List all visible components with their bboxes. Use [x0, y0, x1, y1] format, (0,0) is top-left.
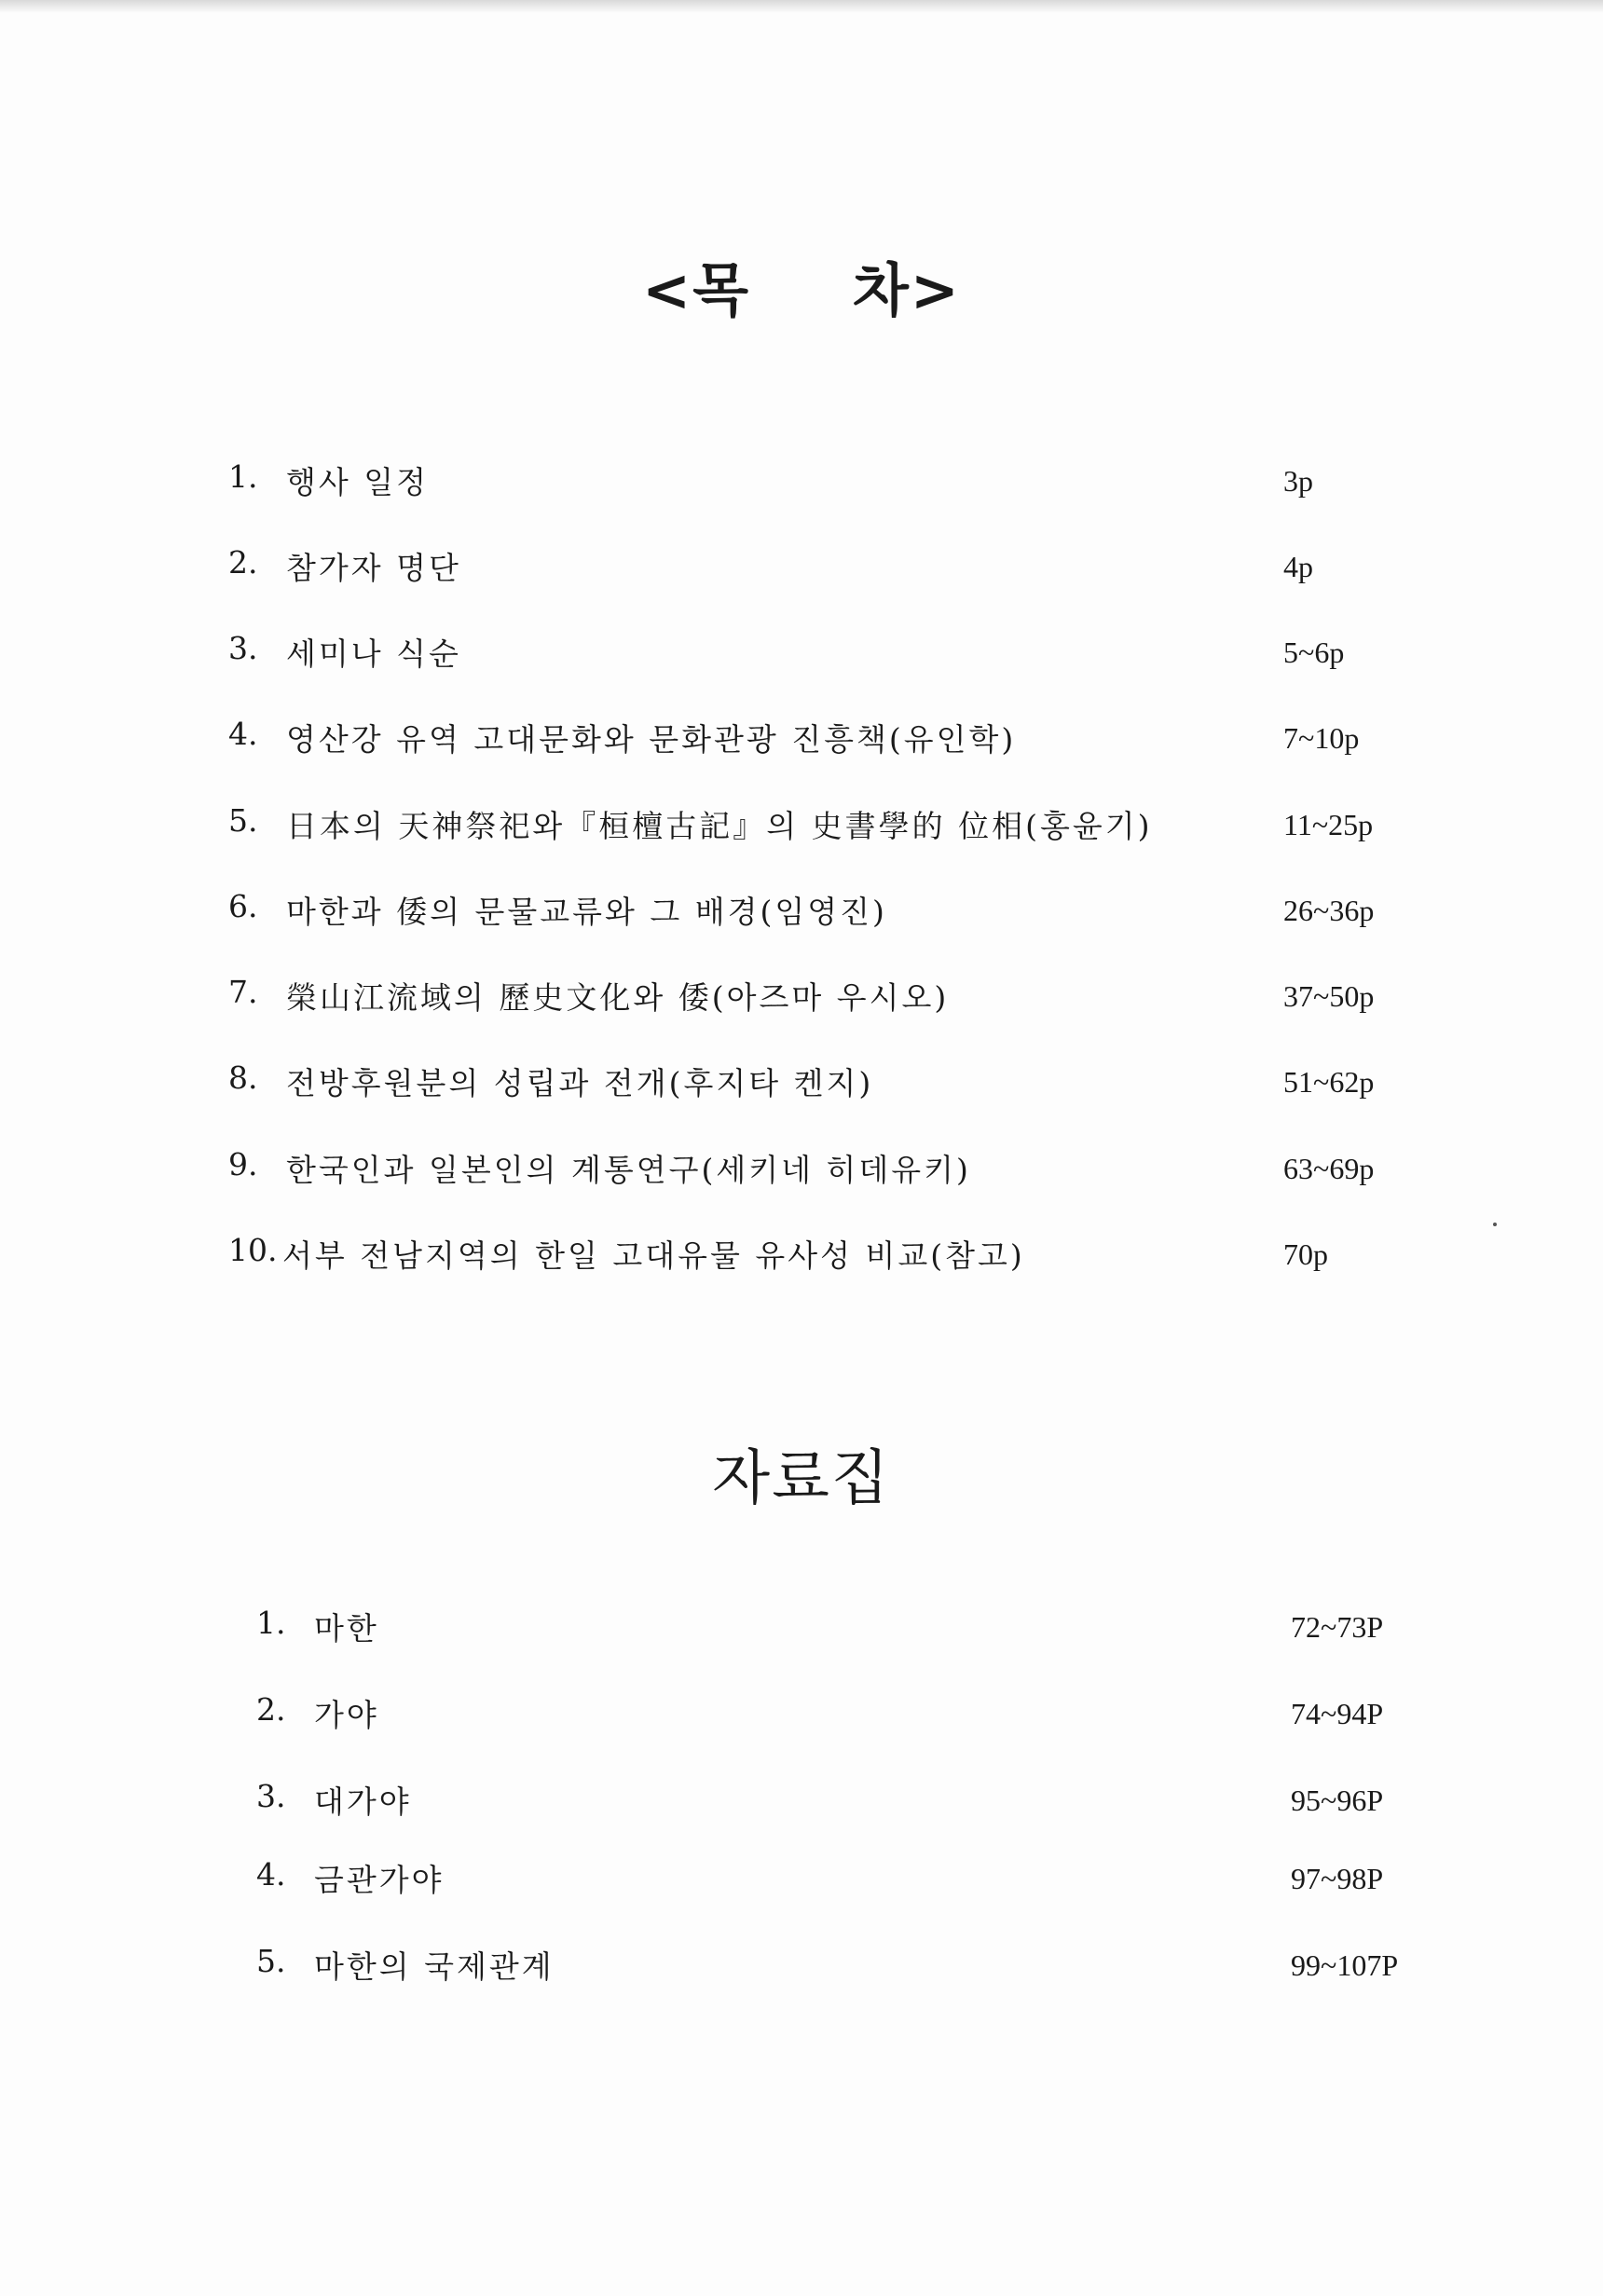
toc-item-number: 6.	[228, 888, 258, 924]
scan-speck	[1493, 1223, 1497, 1226]
toc-item-page: 4p	[1283, 550, 1313, 583]
toc-item-page: 37~50p	[1283, 979, 1375, 1013]
appendix-item-number: 1.	[256, 1605, 286, 1641]
toc-item-number: 7.	[228, 974, 258, 1010]
appendix-item-page: 74~94P	[1291, 1697, 1384, 1730]
toc-item-label: 한국인과 일본인의 계통연구(세키네 히데유키)	[286, 1152, 971, 1188]
appendix-item-number: 4.	[256, 1856, 286, 1893]
appendix-item-label: 금관가야	[314, 1862, 445, 1898]
toc-item-label: 榮山江流域의 歷史文化와 倭(아즈마 우시오)	[286, 979, 950, 1016]
toc-item-number: 4.	[228, 716, 258, 752]
page-title-right: 차>	[853, 256, 961, 324]
appendix-title: 자료집	[712, 1444, 891, 1513]
appendix-item-number: 2.	[256, 1691, 286, 1728]
toc-item-page: 5~6p	[1283, 636, 1345, 669]
appendix-item-label: 마한	[314, 1610, 379, 1647]
toc-item-number: 3.	[228, 630, 258, 666]
appendix-item-number: 3.	[256, 1778, 286, 1814]
toc-item-label: 행사 일정	[286, 464, 430, 500]
toc-item-page: 70p	[1283, 1237, 1328, 1271]
toc-item-page: 7~10p	[1283, 721, 1360, 755]
toc-item-label: 日本의 天神祭祀와『桓檀古記』의 史書學的 位相(홍윤기)	[286, 808, 1153, 844]
appendix-item-page: 99~107P	[1291, 1948, 1399, 1982]
toc-item-page: 63~69p	[1283, 1152, 1375, 1185]
page-title-left: <목	[642, 256, 750, 324]
appendix-item-label: 마한의 국제관계	[314, 1948, 555, 1985]
toc-item-number: 2.	[228, 544, 258, 581]
scan-edge-shadow	[0, 0, 1603, 13]
toc-item-label: 전방후원분의 성립과 전개(후지타 켄지)	[286, 1065, 874, 1101]
toc-item-label: 참가자 명단	[286, 550, 461, 586]
toc-item-number: 10.	[228, 1232, 278, 1268]
toc-item-number: 8.	[228, 1059, 258, 1096]
appendix-item-page: 72~73P	[1291, 1610, 1384, 1644]
appendix-item-page: 97~98P	[1291, 1862, 1384, 1895]
appendix-item-page: 95~96P	[1291, 1784, 1384, 1817]
toc-item-page: 11~25p	[1283, 808, 1374, 841]
toc-item-label: 마한과 倭의 문물교류와 그 배경(임영진)	[286, 894, 887, 930]
page-title	[0, 244, 1603, 327]
toc-item-label: 영산강 유역 고대문화와 문화관광 진흥책(유인학)	[286, 721, 1017, 758]
toc-item-page: 51~62p	[1283, 1065, 1375, 1099]
appendix-item-number: 5.	[256, 1943, 286, 1979]
toc-item-label: 세미나 식순	[286, 636, 461, 672]
appendix-item-label: 대가야	[314, 1784, 412, 1820]
toc-item-page: 3p	[1283, 464, 1313, 498]
toc-item-page: 26~36p	[1283, 894, 1375, 927]
toc-item-number: 5.	[228, 802, 258, 839]
toc-item-number: 1.	[228, 458, 258, 495]
toc-item-number: 9.	[228, 1146, 258, 1182]
appendix-item-label: 가야	[314, 1697, 379, 1733]
toc-item-label: 서부 전남지역의 한일 고대유물 유사성 비교(참고)	[282, 1237, 1025, 1274]
